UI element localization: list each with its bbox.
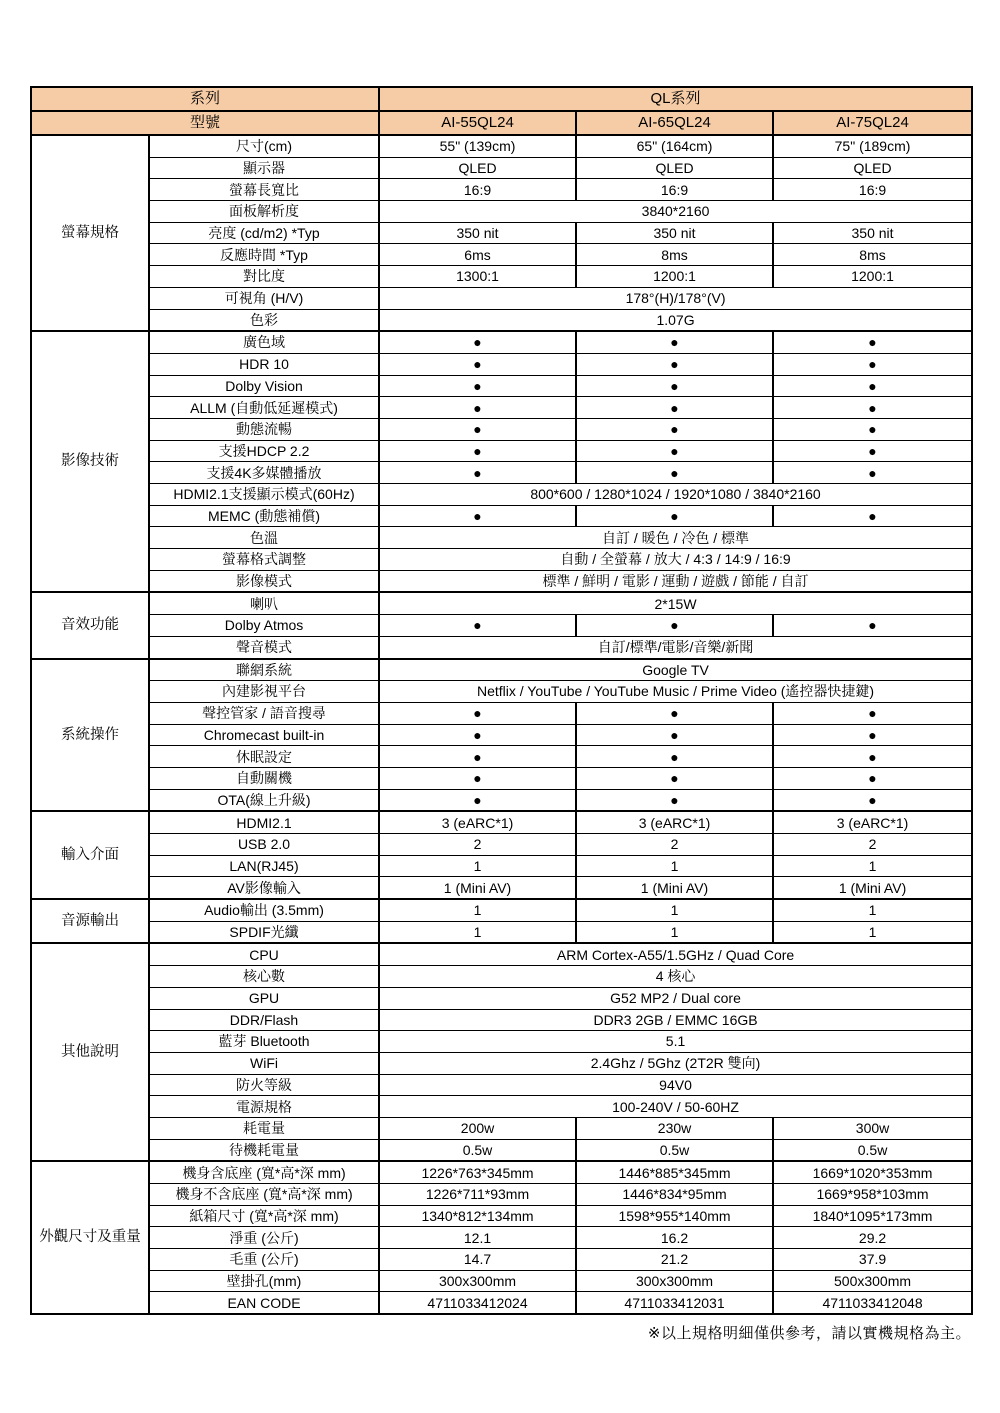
model-label: 型號 [31,111,379,135]
spec-value: 1 (Mini AV) [379,877,576,899]
spec-value: ● [379,331,576,353]
spec-value: 1669*958*103mm [773,1184,972,1206]
category-cell: 影像技術 [31,331,149,592]
category-cell: 輸入介面 [31,811,149,899]
spec-value: 1226*763*345mm [379,1161,576,1183]
spec-value: QLED [773,157,972,179]
spec-row [31,943,972,965]
spec-row [31,1292,972,1314]
spec-value: 0.5w [773,1139,972,1161]
model-row [31,111,972,135]
spec-row [31,834,972,856]
spec-value: ● [576,397,773,419]
spec-value-span: ARM Cortex-A55/1.5GHz / Quad Core [379,943,972,965]
spec-label: Dolby Vision [149,375,379,397]
spec-table-body [31,135,972,1314]
spec-value: 350 nit [773,222,972,244]
spec-value: 65" (164cm) [576,135,773,157]
spec-row [31,681,972,703]
spec-label: Chromecast built-in [149,724,379,746]
spec-value: ● [773,331,972,353]
series-row [31,87,972,111]
spec-value: 1598*955*140mm [576,1205,773,1227]
spec-value: ● [379,440,576,462]
spec-value: 200w [379,1117,576,1139]
spec-value-span: G52 MP2 / Dual core [379,987,972,1009]
model-name-2: AI-65QL24 [576,111,773,135]
spec-row [31,1117,972,1139]
spec-label: HDMI2.1支援顯示模式(60Hz) [149,484,379,506]
spec-value: 3 (eARC*1) [576,811,773,833]
spec-label: MEMC (動態補償) [149,505,379,527]
spec-value: ● [773,375,972,397]
spec-label: 支援4K多媒體播放 [149,462,379,484]
spec-value: QLED [576,157,773,179]
spec-label: OTA(線上升級) [149,789,379,811]
spec-row [31,527,972,549]
spec-row [31,615,972,637]
spec-value: ● [576,615,773,637]
spec-value: 12.1 [379,1227,576,1249]
spec-sheet [30,86,971,1343]
spec-value-span: 800*600 / 1280*1024 / 1920*1080 / 3840*2160 [379,484,972,506]
spec-value: ● [773,724,972,746]
spec-value: ● [773,767,972,789]
spec-label: 反應時間 *Typ [149,244,379,266]
spec-row [31,1227,972,1249]
spec-value-span: 自動 / 全螢幕 / 放大 / 4:3 / 14:9 / 16:9 [379,549,972,571]
spec-value: 16:9 [576,179,773,201]
spec-value: 55" (139cm) [379,135,576,157]
spec-value: ● [773,615,972,637]
spec-label: DDR/Flash [149,1009,379,1031]
spec-value: ● [576,418,773,440]
spec-label: GPU [149,987,379,1009]
spec-row [31,266,972,288]
spec-value-span: 178°(H)/178°(V) [379,287,972,309]
spec-label: 聲控管家 / 語音搜尋 [149,702,379,724]
spec-row [31,1009,972,1031]
spec-value: 16:9 [379,179,576,201]
spec-row [31,397,972,419]
spec-value: 0.5w [576,1139,773,1161]
spec-value: 300x300mm [379,1270,576,1292]
spec-value: 1 [576,855,773,877]
spec-row [31,1031,972,1053]
spec-row [31,877,972,899]
spec-row [31,636,972,658]
spec-label: 淨重 (公斤) [149,1227,379,1249]
spec-value-span: 自訂/標準/電影/音樂/新聞 [379,636,972,658]
spec-value: ● [379,375,576,397]
spec-value: ● [379,724,576,746]
spec-value-span: 2.4Ghz / 5Ghz (2T2R 雙向) [379,1052,972,1074]
spec-label: 紙箱尺寸 (寬*高*深 mm) [149,1205,379,1227]
spec-value: ● [773,353,972,375]
spec-label: WiFi [149,1052,379,1074]
spec-label: 對比度 [149,266,379,288]
spec-label: 面板解析度 [149,201,379,223]
spec-value: 1 [773,899,972,921]
spec-label: 可視角 (H/V) [149,287,379,309]
spec-row [31,287,972,309]
spec-value: 1446*885*345mm [576,1161,773,1183]
spec-row [31,244,972,266]
spec-value: 75" (189cm) [773,135,972,157]
spec-value: 1340*812*134mm [379,1205,576,1227]
spec-label: EAN CODE [149,1292,379,1314]
spec-value: ● [773,440,972,462]
spec-row [31,505,972,527]
spec-label: SPDIF光纖 [149,921,379,943]
spec-label: 防火等級 [149,1074,379,1096]
spec-row [31,899,972,921]
spec-label: Dolby Atmos [149,615,379,637]
spec-label: 機身不含底座 (寬*高*深 mm) [149,1184,379,1206]
spec-label: LAN(RJ45) [149,855,379,877]
spec-row [31,1139,972,1161]
spec-value: 230w [576,1117,773,1139]
spec-value: 1446*834*95mm [576,1184,773,1206]
spec-label: ALLM (自動低延遲模式) [149,397,379,419]
spec-value-span: Netflix / YouTube / YouTube Music / Prime Video (遙控器快捷鍵) [379,681,972,703]
spec-value: 16:9 [773,179,972,201]
spec-value: ● [773,505,972,527]
spec-value: ● [773,746,972,768]
spec-row [31,353,972,375]
spec-value: 300w [773,1117,972,1139]
spec-row [31,157,972,179]
spec-value: ● [576,375,773,397]
spec-value: 29.2 [773,1227,972,1249]
category-cell: 音源輸出 [31,899,149,943]
spec-row [31,1249,972,1271]
spec-table-header [31,87,972,135]
spec-value-span: 1.07G [379,309,972,331]
spec-value: ● [773,462,972,484]
spec-label: 藍芽 Bluetooth [149,1031,379,1053]
spec-value: 4711033412031 [576,1292,773,1314]
spec-row [31,789,972,811]
series-label: 系列 [31,87,379,111]
spec-value: QLED [379,157,576,179]
spec-value-span: DDR3 2GB / EMMC 16GB [379,1009,972,1031]
spec-value: 4711033412048 [773,1292,972,1314]
spec-label: 色溫 [149,527,379,549]
spec-label: 機身含底座 (寬*高*深 mm) [149,1161,379,1183]
spec-row [31,1096,972,1118]
spec-value-span: 2*15W [379,592,972,614]
spec-row [31,921,972,943]
spec-row [31,987,972,1009]
spec-label: 亮度 (cd/m2) *Typ [149,222,379,244]
spec-value: ● [576,724,773,746]
spec-value: ● [576,440,773,462]
spec-label: 喇叭 [149,592,379,614]
spec-row [31,331,972,353]
spec-row [31,1052,972,1074]
spec-value: ● [379,353,576,375]
spec-value: 1 [576,899,773,921]
spec-row [31,570,972,592]
spec-value: ● [576,353,773,375]
spec-value: 1300:1 [379,266,576,288]
spec-value: 350 nit [379,222,576,244]
spec-row [31,1074,972,1096]
spec-value: 14.7 [379,1249,576,1271]
spec-value: ● [379,397,576,419]
spec-value: ● [379,789,576,811]
spec-value: 21.2 [576,1249,773,1271]
spec-value-span: 5.1 [379,1031,972,1053]
spec-row [31,484,972,506]
spec-label: 休眠設定 [149,746,379,768]
spec-row [31,179,972,201]
spec-value: ● [576,767,773,789]
spec-value: ● [576,505,773,527]
spec-label: 支援HDCP 2.2 [149,440,379,462]
spec-value: 300x300mm [576,1270,773,1292]
spec-table [30,86,973,1315]
spec-value: 1 [379,855,576,877]
spec-value: ● [379,418,576,440]
spec-row [31,418,972,440]
spec-value-span: 3840*2160 [379,201,972,223]
spec-label: 顯示器 [149,157,379,179]
spec-row [31,811,972,833]
spec-row [31,592,972,614]
spec-value: ● [379,505,576,527]
category-cell: 音效功能 [31,592,149,658]
spec-label: USB 2.0 [149,834,379,856]
spec-value: 1200:1 [773,266,972,288]
spec-value: 4711033412024 [379,1292,576,1314]
spec-label: 螢幕格式調整 [149,549,379,571]
spec-value: ● [773,702,972,724]
spec-row [31,201,972,223]
spec-label: 影像模式 [149,570,379,592]
spec-label: HDR 10 [149,353,379,375]
spec-value: 1 [773,921,972,943]
category-cell: 系統操作 [31,659,149,812]
spec-row [31,309,972,331]
spec-row [31,724,972,746]
spec-value: ● [576,331,773,353]
spec-value: 8ms [576,244,773,266]
spec-value: 1 [379,899,576,921]
category-cell: 其他說明 [31,943,149,1161]
spec-value: 16.2 [576,1227,773,1249]
spec-value: 2 [379,834,576,856]
spec-value: ● [379,462,576,484]
series-value: QL系列 [379,87,972,111]
spec-label: 尺寸(cm) [149,135,379,157]
spec-value: 1226*711*93mm [379,1184,576,1206]
spec-label: 聲音模式 [149,636,379,658]
spec-value: 1 (Mini AV) [576,877,773,899]
model-name-3: AI-75QL24 [773,111,972,135]
spec-label: 自動關機 [149,767,379,789]
spec-value: ● [379,767,576,789]
spec-label: HDMI2.1 [149,811,379,833]
spec-value: 1 [379,921,576,943]
spec-value-span: 94V0 [379,1074,972,1096]
spec-value: 1 [576,921,773,943]
spec-label: 螢幕長寬比 [149,179,379,201]
spec-label: 廣色域 [149,331,379,353]
spec-value: 6ms [379,244,576,266]
spec-value-span: 標準 / 鮮明 / 電影 / 運動 / 遊戲 / 節能 / 自訂 [379,570,972,592]
spec-row [31,1184,972,1206]
model-name-1: AI-55QL24 [379,111,576,135]
spec-row [31,462,972,484]
spec-row [31,1270,972,1292]
spec-value: 1840*1095*173mm [773,1205,972,1227]
footnote: ※以上規格明細僅供參考，請以實機規格為主。 [647,1325,971,1343]
spec-value: ● [773,397,972,419]
spec-value: 8ms [773,244,972,266]
spec-value: ● [773,789,972,811]
spec-value: 500x300mm [773,1270,972,1292]
spec-label: 內建影視平台 [149,681,379,703]
spec-row [31,767,972,789]
spec-value: 3 (eARC*1) [773,811,972,833]
spec-value-span: 自訂 / 暖色 / 冷色 / 標準 [379,527,972,549]
spec-label: 耗電量 [149,1117,379,1139]
spec-value: ● [576,462,773,484]
spec-value: ● [379,746,576,768]
spec-row [31,1205,972,1227]
spec-value: 37.9 [773,1249,972,1271]
spec-value: 2 [576,834,773,856]
spec-value: ● [576,746,773,768]
spec-row [31,549,972,571]
spec-row [31,135,972,157]
spec-row [31,746,972,768]
category-cell: 螢幕規格 [31,135,149,331]
spec-value-span: 100-240V / 50-60HZ [379,1096,972,1118]
spec-row [31,1161,972,1183]
spec-row [31,440,972,462]
spec-label: 核心數 [149,966,379,988]
spec-label: 色彩 [149,309,379,331]
spec-row [31,375,972,397]
spec-value: 3 (eARC*1) [379,811,576,833]
spec-value: 1 (Mini AV) [773,877,972,899]
spec-row [31,659,972,681]
spec-value: ● [379,615,576,637]
spec-label: 電源規格 [149,1096,379,1118]
spec-value: 1 [773,855,972,877]
spec-label: AV影像輸入 [149,877,379,899]
spec-row [31,855,972,877]
spec-label: 聯網系統 [149,659,379,681]
spec-value: 350 nit [576,222,773,244]
spec-value: ● [576,789,773,811]
spec-label: CPU [149,943,379,965]
spec-label: 壁掛孔(mm) [149,1270,379,1292]
spec-value: ● [773,418,972,440]
spec-value: 0.5w [379,1139,576,1161]
spec-value: 2 [773,834,972,856]
spec-value: 1669*1020*353mm [773,1161,972,1183]
spec-label: 待機耗電量 [149,1139,379,1161]
spec-value-span: Google TV [379,659,972,681]
spec-value: ● [576,702,773,724]
spec-value: 1200:1 [576,266,773,288]
spec-value: ● [379,702,576,724]
spec-label: 毛重 (公斤) [149,1249,379,1271]
spec-row [31,966,972,988]
spec-row [31,702,972,724]
spec-label: 動態流暢 [149,418,379,440]
category-cell: 外觀尺寸及重量 [31,1161,149,1314]
spec-value-span: 4 核心 [379,966,972,988]
spec-label: Audio輸出 (3.5mm) [149,899,379,921]
spec-row [31,222,972,244]
